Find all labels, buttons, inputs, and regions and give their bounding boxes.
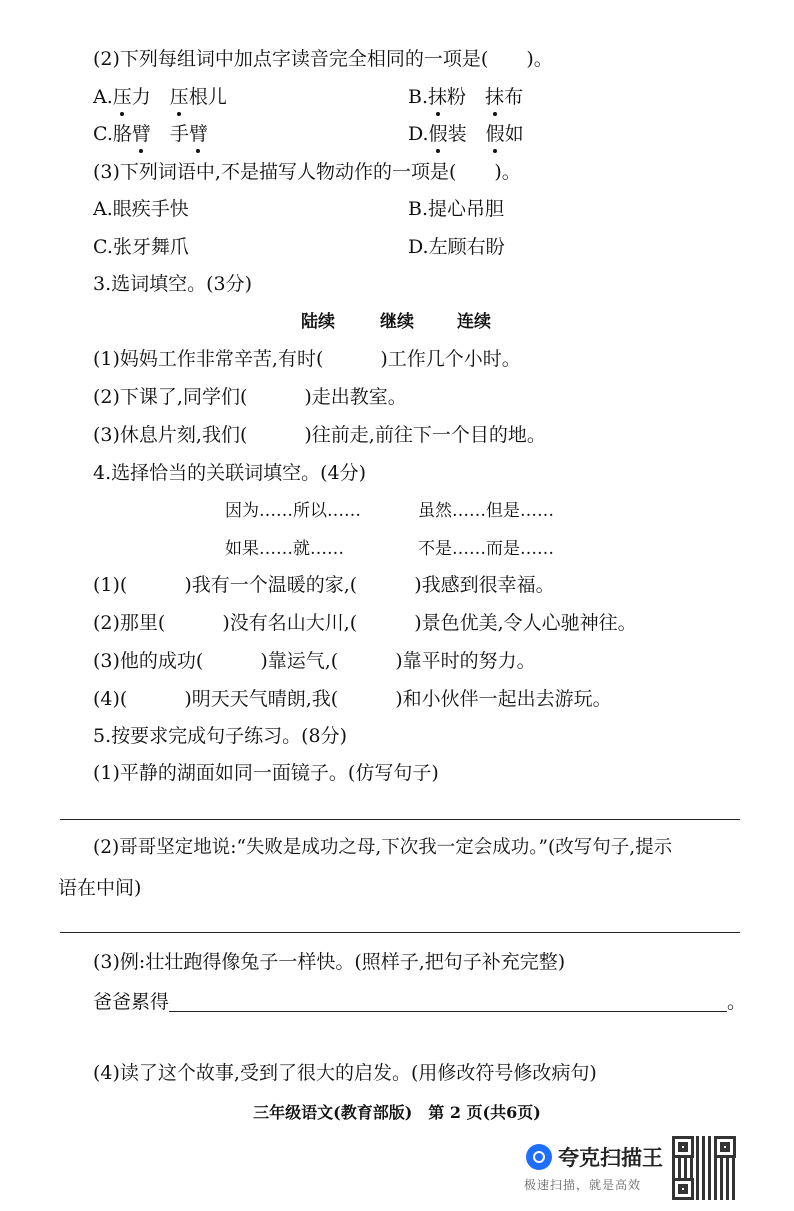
section-4-item-4: (4)( )明天天气晴朗,我( )和小伙伴一起出去游玩。	[93, 688, 612, 710]
conjunction-option: 虽然……但是……	[418, 501, 554, 521]
section-5-item-2: (2)哥哥坚定地说:“失败是成功之母,下次我一定会成功。”(改写句子,提示	[93, 837, 673, 858]
section-3-item-3: (3)休息片刻,我们( )往前走,前往下一个目的地。	[93, 424, 546, 446]
scanner-watermark	[520, 1136, 670, 1198]
section-3-title: 3.选词填空。(3分)	[93, 273, 253, 295]
section-3-item-2: (2)下课了,同学们( )走出教室。	[93, 386, 407, 408]
section-3-item-1: (1)妈妈工作非常辛苦,有时( )工作几个小时。	[93, 348, 521, 370]
section-4-item-2: (2)那里( )没有名山大川,( )景色优美,令人心驰神往。	[93, 612, 637, 634]
word-bank-item: 继续	[380, 312, 414, 332]
brand-name: 夸克扫描王	[558, 1146, 663, 1170]
q2-option-d: D.假装 假如	[408, 123, 524, 145]
page-footer: 三年级语文(教育部版) 第 2 页(共6页)	[253, 1103, 541, 1122]
section-5-item-3: (3)例:壮壮跑得像兔子一样快。(照样子,把句子补充完整)	[93, 951, 566, 973]
q3-option-c: C.张牙舞爪	[93, 236, 189, 258]
q2-stem: (2)下列每组词中加点字读音完全相同的一项是( )。	[93, 48, 553, 70]
brand-slogan: 极速扫描，就是高效	[524, 1178, 642, 1192]
section-5-item-2-cont: 语在中间)	[58, 877, 142, 899]
quark-logo-icon	[526, 1144, 552, 1170]
q3-option-a: A.眼疾手快	[93, 198, 189, 220]
fill-blank[interactable]	[169, 991, 727, 1012]
section-5-item-3-answer: 爸爸累得 。	[93, 991, 747, 1013]
section-4-item-3: (3)他的成功( )靠运气,( )靠平时的努力。	[93, 650, 536, 672]
q2-option-a: A.压力 压根儿	[93, 86, 227, 108]
qr-code-icon	[672, 1136, 736, 1200]
section-4-title: 4.选择恰当的关联词填空。(4分)	[93, 462, 367, 484]
q3-option-d: D.左顾右盼	[408, 236, 505, 258]
q2-option-b: B.抹粉 抹布	[408, 86, 524, 108]
q3-option-b: B.提心吊胆	[408, 198, 505, 220]
conjunction-option: 不是……而是……	[418, 539, 554, 559]
q2-option-c: C.胳臂 手臂	[93, 123, 208, 145]
q3-stem: (3)下列词语中,不是描写人物动作的一项是( )。	[93, 161, 521, 183]
answer-line[interactable]	[60, 819, 740, 820]
section-5-item-4: (4)读了这个故事,受到了很大的启发。(用修改符号修改病句)	[93, 1062, 597, 1084]
answer-line[interactable]	[60, 932, 740, 933]
word-bank-item: 陆续	[301, 312, 335, 332]
conjunction-option: 因为……所以……	[225, 501, 361, 521]
section-4-item-1: (1)( )我有一个温暖的家,( )我感到很幸福。	[93, 574, 555, 596]
section-5-title: 5.按要求完成句子练习。(8分)	[93, 725, 348, 747]
conjunction-option: 如果……就……	[225, 539, 344, 559]
section-5-item-1: (1)平静的湖面如同一面镜子。(仿写句子)	[93, 762, 439, 784]
word-bank-item: 连续	[457, 312, 491, 332]
